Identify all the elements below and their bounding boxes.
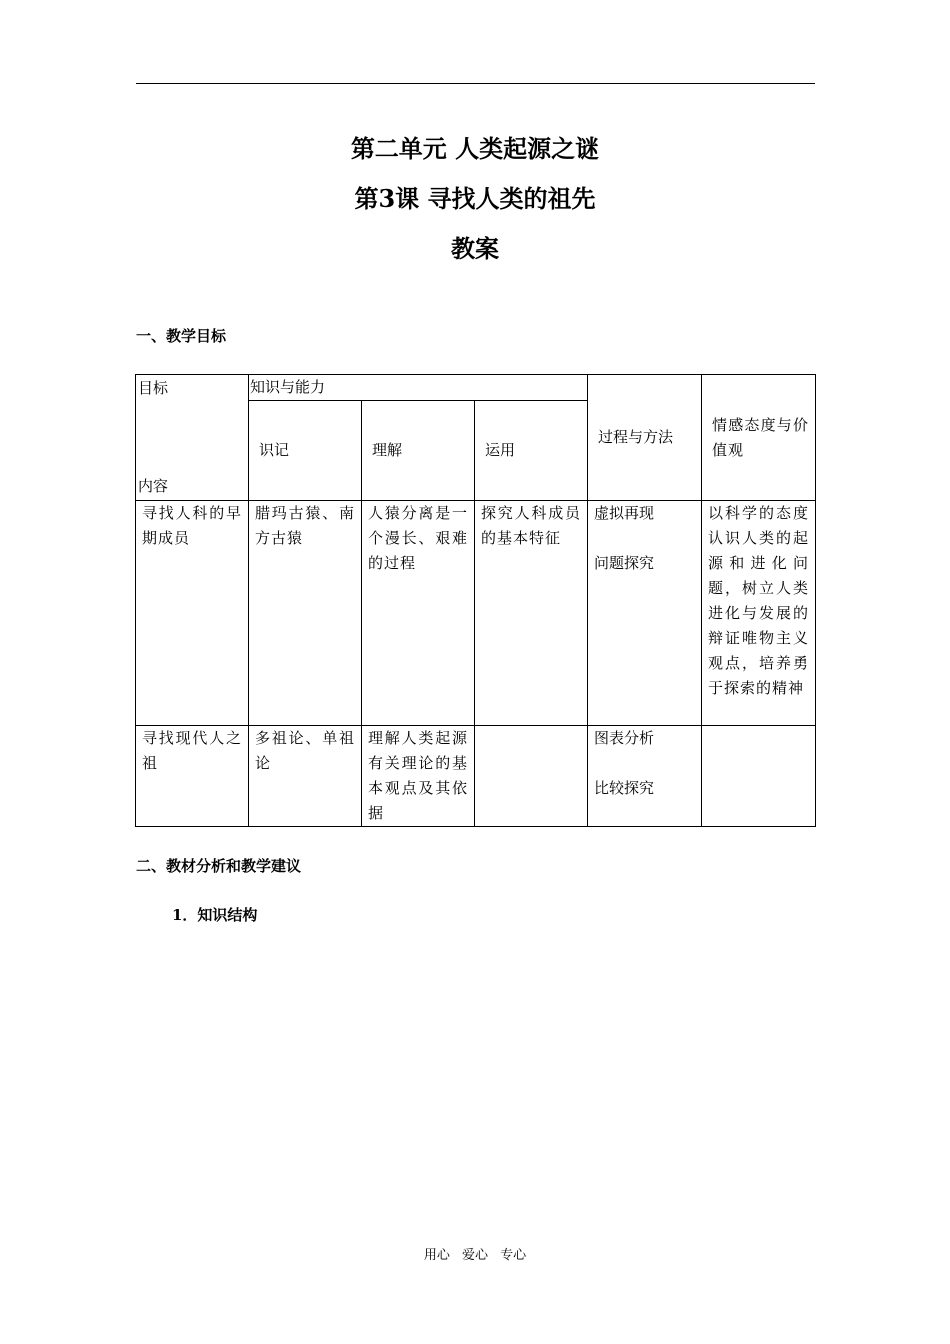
table-row xyxy=(136,501,816,726)
emotion-values-header: 情感态度与价值观 xyxy=(702,375,816,501)
lesson-title: 第3课 寻找人类的祖先 xyxy=(354,184,596,213)
table-header-row xyxy=(136,375,816,401)
process-item: 虚拟再现 xyxy=(594,504,655,522)
cell-content: 寻找现代人之祖 xyxy=(136,726,249,827)
subheader-understand: 理解 xyxy=(362,401,475,501)
knowledge-ability-header: 知识与能力 xyxy=(249,375,588,401)
process-item: 问题探究 xyxy=(594,554,655,572)
section-teaching-goals: 一、教学目标 xyxy=(136,327,227,345)
cell-content: 寻找人科的早期成员 xyxy=(136,501,249,726)
table-row xyxy=(136,726,816,827)
subheader-apply: 运用 xyxy=(475,401,588,501)
subheader-remember: 识记 xyxy=(249,401,362,501)
cell-process xyxy=(588,726,702,827)
process-item: 比较探究 xyxy=(594,779,655,797)
corner-goal-label: 目标 xyxy=(138,379,169,397)
unit-title: 第二单元 人类起源之谜 xyxy=(350,134,600,163)
cell-understand: 人猿分离是一个漫长、艰难的过程 xyxy=(362,501,475,726)
process-item: 图表分析 xyxy=(594,729,655,747)
section-material-analysis: 二、教材分析和教学建议 xyxy=(136,857,302,875)
cell-emotion: 以科学的态度认识人类的起源和进化问题，树立人类进化与发展的辩证唯物主义观点，培养勇于探索的精神 xyxy=(702,501,816,726)
cell-understand: 理解人类起源有关理论的基本观点及其依据 xyxy=(362,726,475,827)
header-rule xyxy=(136,83,815,84)
process-method-header: 过程与方法 xyxy=(588,375,702,501)
cell-apply: 探究人科成员的基本特征 xyxy=(475,501,588,726)
corner-cell xyxy=(136,375,249,501)
cell-remember: 腊玛古猿、南方古猿 xyxy=(249,501,362,726)
subsection-knowledge-structure: 1．知识结构 xyxy=(172,906,258,924)
cell-apply xyxy=(475,726,588,827)
cell-emotion xyxy=(702,726,816,827)
objectives-table xyxy=(135,374,816,827)
page-footer: 用心 爱心 专心 xyxy=(423,1248,527,1263)
cell-remember: 多祖论、单祖论 xyxy=(249,726,362,827)
corner-content-label: 内容 xyxy=(138,477,169,495)
doc-type-title: 教案 xyxy=(451,234,499,263)
cell-process xyxy=(588,501,702,726)
